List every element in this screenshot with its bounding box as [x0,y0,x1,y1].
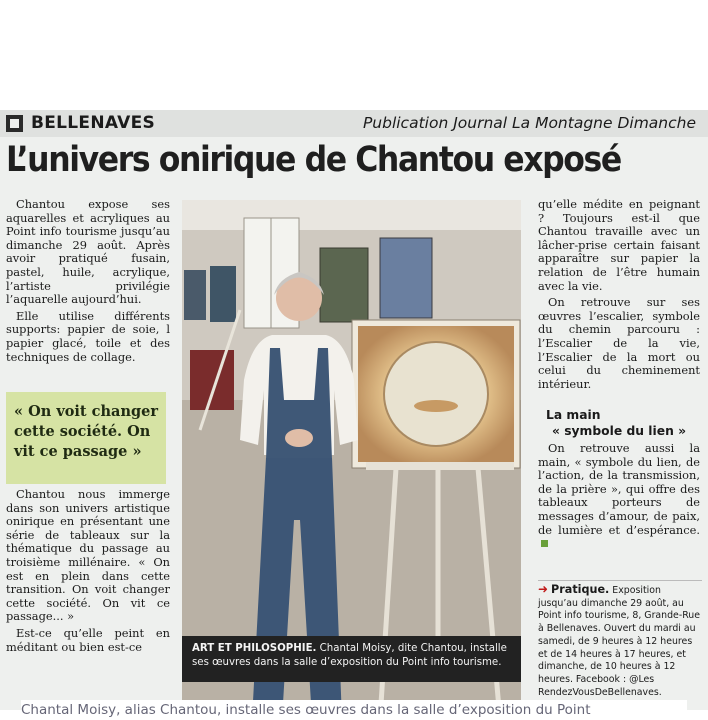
paragraph: Est-ce qu’elle peint en méditant ou bien est-ce [6,625,170,654]
article-headline: L’univers onirique de Chantou exposé [6,140,621,180]
subheading-line-2: « symbole du lien » [552,424,687,438]
newspaper-clipping [0,110,708,710]
photo-caption [182,636,521,682]
image-caption-bar: Chantal Moisy, alias Chantou, installe ses œuvres dans la salle d’exposition du Point [21,700,687,720]
paragraph-text: On retrouve aussi la main, « symbole du lien, de l’action, de la transmission, de la prière », qui offre des tableaux porteurs de messages d’amour, de paix, de lumière et d’espérance. [538,441,700,537]
paragraph: Chantou nous immerge dans son univers artistique onirique en présentant une série de tableaux sur la thématique du passage au troisième millénaire. « On est en plein dans cette transition. On voit changer cette société. On vit ce passage... » [6,487,170,624]
practical-label: Pratique. [551,583,610,596]
practical-text: Exposition jusqu’au dimanche 29 août, au Point info tourisme, 8, Grande-Rue à Bellenaves. Ouvert du mardi au samedi, de 9 heures à 12 heures et de 14 heures à 17 heures, et dimanche, de 10 heures à 12 heures. Facebook : @Les RendezVousDeBellenaves. [538,585,701,698]
end-square-icon [541,540,548,547]
publication-label: Publication Journal La Montagne Dimanche [362,114,696,132]
article-photo [182,200,521,710]
subheading [546,407,706,439]
paragraph [538,442,700,551]
paragraph: On retrouve sur ses œuvres l’escalier, symbole du chemin parcouru : l’Escalier de la vie, l’Escalier de la mort ou celui du cheminement intérieur. [538,295,700,391]
article-column-1 [6,198,170,367]
pull-quote-text: « On voit changer cette société. On vit ce passage » [14,403,158,460]
subheading-line-1: La main [546,408,601,422]
section-header-bar [0,110,708,137]
section-label: BELLENAVES [31,113,156,133]
arrow-icon: ➜ [538,582,549,596]
paragraph: qu’elle médite en peignant ? Toujours est-il que Chantou travaille avec un lâcher-prise certain faisant apparaître sur papier la relation de l’être humain avec la vie. [538,197,700,293]
article-column-3-continued [538,442,700,554]
paragraph: Chantou expose ses aquarelles et acryliques au Point info tourisme jusqu’au dimanche 29 août. Après avoir pratiqué fusain, pastel, huile, acrylique, l’artiste privilégie l’aquarelle aujourd’hui. [6,197,170,307]
pull-quote [6,392,166,484]
section-square-icon [6,115,23,132]
paragraph: Elle utilise différents supports: papier de soie, l papier glacé, toile et des techniques de collage. [6,308,170,364]
caption-text: Chantal Moisy, dite Chantou, installe ses œuvres dans la salle d’exposition du Point info tourisme. [192,643,507,668]
article-column-1-continued [6,488,170,657]
photo-artist-with-painting [182,200,521,710]
caption-label: ART ET PHILOSOPHIE. [192,643,317,654]
practical-info [538,580,702,699]
article-column-3 [538,198,700,394]
